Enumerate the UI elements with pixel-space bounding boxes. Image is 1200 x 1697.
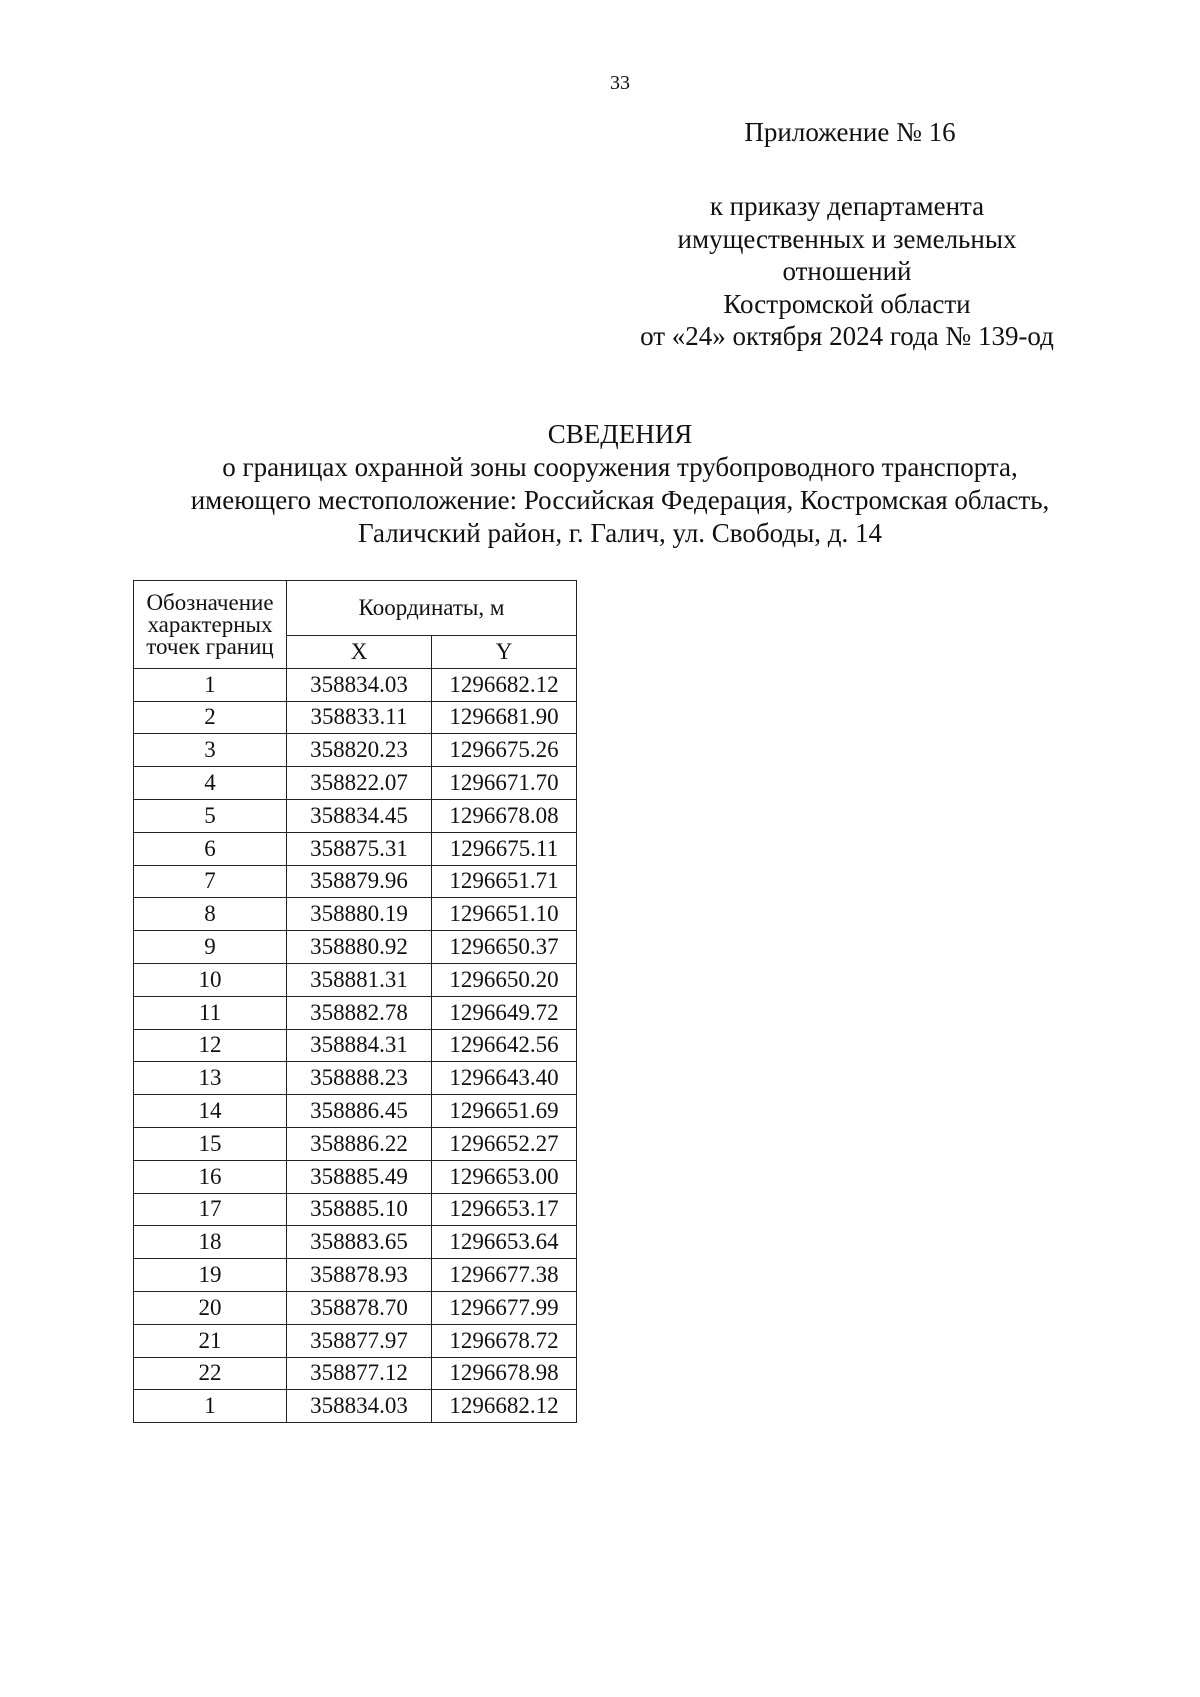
table-row	[134, 668, 577, 701]
cell-point: 18	[134, 1226, 287, 1259]
cell-point: 14	[134, 1095, 287, 1128]
heading-subtitle-line: имеющего местоположение: Российская Федерация, Костромская область,	[190, 485, 1050, 515]
cell-point: 11	[134, 996, 287, 1029]
heading-title: СВЕДЕНИЯ	[547, 419, 693, 449]
cell-x: 358880.92	[287, 931, 432, 964]
cell-y: 1296643.40	[432, 1062, 577, 1095]
coordinates-table	[133, 580, 577, 1423]
table-row	[134, 1226, 577, 1259]
cell-point: 4	[134, 767, 287, 800]
cell-point: 20	[134, 1291, 287, 1324]
table-row	[134, 1357, 577, 1390]
cell-x: 358877.12	[287, 1357, 432, 1390]
cell-x: 358877.97	[287, 1324, 432, 1357]
table-row	[134, 898, 577, 931]
cell-y: 1296651.10	[432, 898, 577, 931]
cell-x: 358879.96	[287, 865, 432, 898]
cell-x: 358880.19	[287, 898, 432, 931]
cell-x: 358886.45	[287, 1095, 432, 1128]
cell-y: 1296671.70	[432, 767, 577, 800]
cell-y: 1296642.56	[432, 1029, 577, 1062]
heading-subtitle-line: Галичский район, г. Галич, ул. Свободы, д. 14	[358, 518, 882, 548]
cell-y: 1296653.64	[432, 1226, 577, 1259]
table-row	[134, 1095, 577, 1128]
cell-y: 1296651.71	[432, 865, 577, 898]
cell-x: 358888.23	[287, 1062, 432, 1095]
cell-x: 358878.93	[287, 1259, 432, 1292]
table-row	[134, 865, 577, 898]
table-row	[134, 1029, 577, 1062]
table-row	[134, 963, 577, 996]
heading-subtitle-line: о границах охранной зоны сооружения трубопроводного транспорта,	[222, 452, 1018, 482]
cell-point: 3	[134, 734, 287, 767]
cell-x: 358822.07	[287, 767, 432, 800]
cell-point: 2	[134, 701, 287, 734]
cell-x: 358886.22	[287, 1127, 432, 1160]
cell-y: 1296681.90	[432, 701, 577, 734]
cell-point: 17	[134, 1193, 287, 1226]
cell-y: 1296677.38	[432, 1259, 577, 1292]
cell-y: 1296649.72	[432, 996, 577, 1029]
table-row	[134, 996, 577, 1029]
cell-point: 21	[134, 1324, 287, 1357]
table-row	[134, 1193, 577, 1226]
order-line: Костромской области	[723, 288, 971, 319]
cell-point: 13	[134, 1062, 287, 1095]
cell-y: 1296682.12	[432, 1390, 577, 1423]
table-row	[134, 799, 577, 832]
table-row	[134, 1062, 577, 1095]
cell-x: 358878.70	[287, 1291, 432, 1324]
cell-point: 7	[134, 865, 287, 898]
cell-point: 19	[134, 1259, 287, 1292]
table-row	[134, 767, 577, 800]
cell-y: 1296675.26	[432, 734, 577, 767]
table-row	[134, 1291, 577, 1324]
table-row	[134, 1127, 577, 1160]
table-row	[134, 1324, 577, 1357]
table-row	[134, 701, 577, 734]
cell-point: 1	[134, 668, 287, 701]
cell-y: 1296678.72	[432, 1324, 577, 1357]
cell-y: 1296653.17	[432, 1193, 577, 1226]
cell-y: 1296650.20	[432, 963, 577, 996]
cell-point: 22	[134, 1357, 287, 1390]
cell-y: 1296678.08	[432, 799, 577, 832]
table-row	[134, 1390, 577, 1423]
cell-point: 9	[134, 931, 287, 964]
cell-x: 358834.03	[287, 668, 432, 701]
cell-y: 1296651.69	[432, 1095, 577, 1128]
cell-point: 15	[134, 1127, 287, 1160]
cell-point: 8	[134, 898, 287, 931]
cell-point: 12	[134, 1029, 287, 1062]
cell-y: 1296650.37	[432, 931, 577, 964]
order-line: к приказу департамента	[709, 191, 985, 221]
cell-y: 1296677.99	[432, 1291, 577, 1324]
cell-x: 358881.31	[287, 963, 432, 996]
cell-y: 1296653.00	[432, 1160, 577, 1193]
cell-point: 6	[134, 832, 287, 865]
order-line: имущественных и земельных	[677, 223, 1017, 254]
cell-x: 358833.11	[287, 701, 432, 734]
table-row	[134, 832, 577, 865]
cell-y: 1296675.11	[432, 832, 577, 865]
cell-x: 358885.49	[287, 1160, 432, 1193]
header-y: Y	[432, 636, 577, 669]
cell-point: 10	[134, 963, 287, 996]
cell-point: 16	[134, 1160, 287, 1193]
document-heading	[150, 418, 1090, 550]
cell-x: 358875.31	[287, 832, 432, 865]
cell-y: 1296652.27	[432, 1127, 577, 1160]
cell-y: 1296682.12	[432, 668, 577, 701]
header-x: X	[287, 636, 432, 669]
table-row	[134, 734, 577, 767]
cell-x: 358820.23	[287, 734, 432, 767]
table-row	[134, 1160, 577, 1193]
table-row	[134, 1259, 577, 1292]
cell-x: 358834.03	[287, 1390, 432, 1423]
page-number: 33	[610, 72, 630, 94]
table-row	[134, 931, 577, 964]
cell-x: 358885.10	[287, 1193, 432, 1226]
cell-y: 1296678.98	[432, 1357, 577, 1390]
order-reference	[612, 190, 1082, 353]
header-point: Обозначение характерных точек границ	[134, 581, 287, 669]
appendix-title: Приложение № 16	[744, 117, 956, 147]
cell-x: 358883.65	[287, 1226, 432, 1259]
cell-x: 358834.45	[287, 799, 432, 832]
cell-x: 358884.31	[287, 1029, 432, 1062]
cell-point: 5	[134, 799, 287, 832]
table-body	[134, 668, 577, 1422]
order-line: отношений	[782, 256, 912, 286]
cell-point: 1	[134, 1390, 287, 1423]
order-line: от «24» октября 2024 года № 139-од	[640, 321, 1054, 351]
header-coordinates: Координаты, м	[287, 581, 577, 636]
cell-x: 358882.78	[287, 996, 432, 1029]
